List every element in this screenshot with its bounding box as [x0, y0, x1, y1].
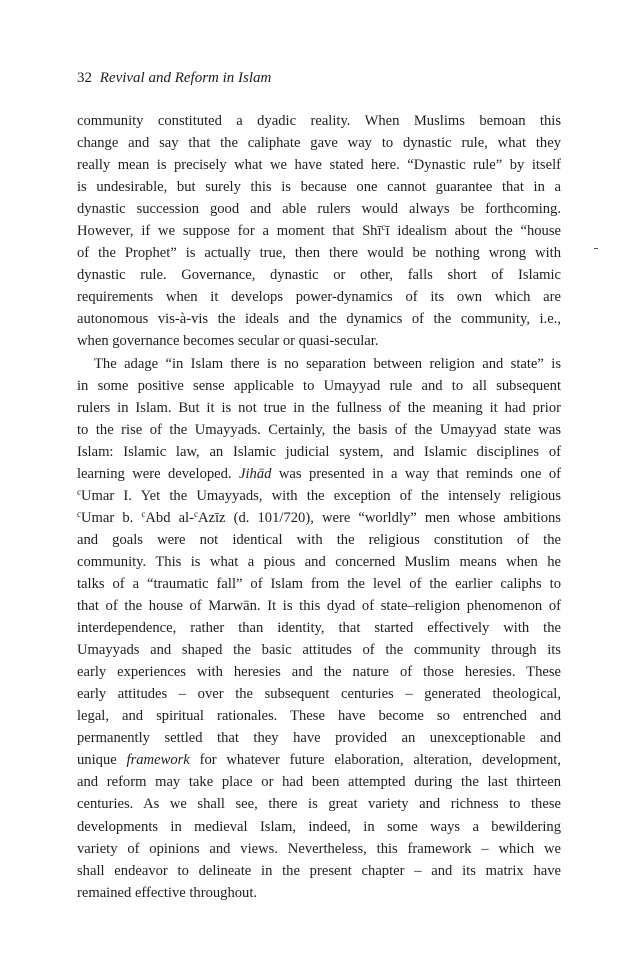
- text-line: [77, 154, 561, 176]
- text-line: [77, 793, 561, 815]
- text-line: [77, 573, 561, 595]
- text-segment: in some positive sense applicable to Umayyad rule and to all subsequent: [77, 377, 561, 394]
- text-segment: Umayyads and shaped the basic attitudes of the community through its: [77, 642, 561, 659]
- text-segment: Abd al-: [145, 509, 194, 526]
- text-line: [77, 816, 561, 838]
- text-segment: and reform may take place or had been attempted during the last thirteen: [77, 774, 561, 791]
- text-segment: that of the house of Marwān. It is this dyad of state–religion phenomenon of: [77, 598, 561, 615]
- text-segment: developments in medieval Islam, indeed, in some ways a bewildering: [77, 818, 561, 835]
- text-line: [77, 330, 561, 352]
- text-segment: unique: [77, 752, 127, 769]
- text-segment: requirements when it develops power-dynamics of its own which are: [77, 289, 561, 306]
- text-line: [77, 220, 561, 242]
- text-line: [77, 264, 561, 286]
- ayn-mark: c: [77, 486, 81, 497]
- text-segment: permanently settled that they have provided an unexceptionable and: [77, 730, 561, 747]
- text-line: [77, 485, 561, 507]
- margin-mark: [594, 248, 598, 249]
- text-line: [77, 441, 561, 463]
- text-segment: Umar I. Yet the Umayyads, with the exception of the intensely religious: [81, 487, 561, 504]
- italic-term: Jihād: [239, 465, 272, 482]
- text-segment: centuries. As we shall see, there is great variety and richness to these: [77, 796, 561, 813]
- text-segment: to the rise of the Umayyads. Certainly, the basis of the Umayyad state was: [77, 421, 561, 438]
- text-segment: early experiences with heresies and the nature of those heresies. These: [77, 664, 561, 681]
- text-segment: Umar b.: [81, 509, 142, 526]
- text-line: [77, 860, 561, 882]
- text-line: [77, 353, 561, 375]
- text-segment: Azīz (d. 101/720), were “worldly” men whose ambitions: [197, 509, 561, 526]
- running-header: [77, 70, 271, 87]
- text-line: [77, 705, 561, 727]
- text-line: [77, 551, 561, 573]
- text-segment: autonomous vis-à-vis the ideals and the dynamics of the community, i.e.,: [77, 311, 561, 328]
- text-segment: for whatever future elaboration, alteration, development,: [189, 752, 561, 769]
- text-line: [77, 286, 561, 308]
- text-line: [77, 882, 561, 904]
- text-line: [77, 661, 561, 683]
- text-segment: remained effective throughout.: [77, 884, 258, 901]
- page-number: 32: [77, 70, 92, 86]
- text-line: [77, 419, 561, 441]
- text-segment: Islam: Islamic law, an Islamic judicial system, and Islamic disciplines of: [77, 443, 561, 460]
- text-line: [77, 838, 561, 860]
- text-segment: dynastic rule. Governance, dynastic or other, falls short of Islamic: [77, 267, 561, 284]
- text-segment: and goals were not identical with the religious constitution of the: [77, 531, 561, 548]
- text-segment: community constituted a dyadic reality. When Muslims bemoan this: [77, 113, 561, 129]
- text-line: [77, 110, 561, 132]
- text-segment: really mean is precisely what we have stated here. “Dynastic rule” by itself: [77, 157, 561, 174]
- text-segment: variety of opinions and views. Nevertheless, this framework – which we: [77, 840, 561, 857]
- text-line: [77, 617, 561, 639]
- text-segment: early attitudes – over the subsequent centuries – generated theological,: [77, 686, 561, 703]
- text-segment: learning were developed.: [77, 465, 240, 482]
- text-line: [77, 242, 561, 264]
- text-segment: ī idealism about the “house: [385, 223, 561, 240]
- text-segment: of the Prophet” is actually true, then there would be nothing wrong with: [77, 245, 561, 262]
- text-segment: when governance becomes secular or quasi-secular.: [77, 333, 379, 350]
- text-segment: However, if we suppose for a moment that Shī: [77, 223, 382, 240]
- text-segment: was presented in a way that reminds one of: [271, 465, 561, 482]
- running-title: Revival and Reform in Islam: [99, 70, 272, 86]
- text-line: [77, 771, 561, 793]
- text-line: [77, 198, 561, 220]
- text-line: [77, 529, 561, 551]
- ayn-mark: c: [193, 508, 198, 519]
- ayn-mark: c: [141, 508, 146, 519]
- text-segment: shall endeavor to delineate in the present chapter – and its matrix have: [77, 862, 561, 879]
- text-line: [77, 595, 561, 617]
- text-line: [77, 683, 561, 705]
- text-line: [77, 639, 561, 661]
- text-segment: community. This is what a pious and concerned Muslim means when he: [77, 553, 561, 570]
- text-segment: interdependence, rather than identity, that started effectively with the: [77, 620, 561, 637]
- text-line: [77, 727, 561, 749]
- text-segment: rulers in Islam. But it is not true in the fullness of the meaning it had prior: [77, 399, 561, 416]
- ayn-mark: c: [77, 508, 81, 519]
- ayn-mark: c: [381, 222, 386, 233]
- text-segment: change and say that the caliphate gave way to dynastic rule, what they: [77, 135, 561, 152]
- text-line: [77, 749, 561, 771]
- body-text: [77, 110, 561, 904]
- text-line: [77, 132, 561, 154]
- text-line: [77, 375, 561, 397]
- text-segment: The adage “in Islam there is no separation between religion and state” is: [94, 355, 561, 372]
- text-line: [77, 397, 561, 419]
- text-line: [77, 176, 561, 198]
- text-line: [77, 463, 561, 485]
- text-line: [77, 507, 561, 529]
- text-segment: is undesirable, but surely this is because one cannot guarantee that in a: [77, 179, 561, 196]
- text-segment: dynastic succession good and able rulers would always be forthcoming.: [77, 201, 561, 218]
- italic-term: framework: [126, 752, 190, 769]
- text-segment: talks of a “traumatic fall” of Islam from the level of the earlier caliphs to: [77, 575, 561, 592]
- text-segment: legal, and spiritual rationales. These have become so entrenched and: [77, 708, 561, 725]
- text-line: [77, 308, 561, 330]
